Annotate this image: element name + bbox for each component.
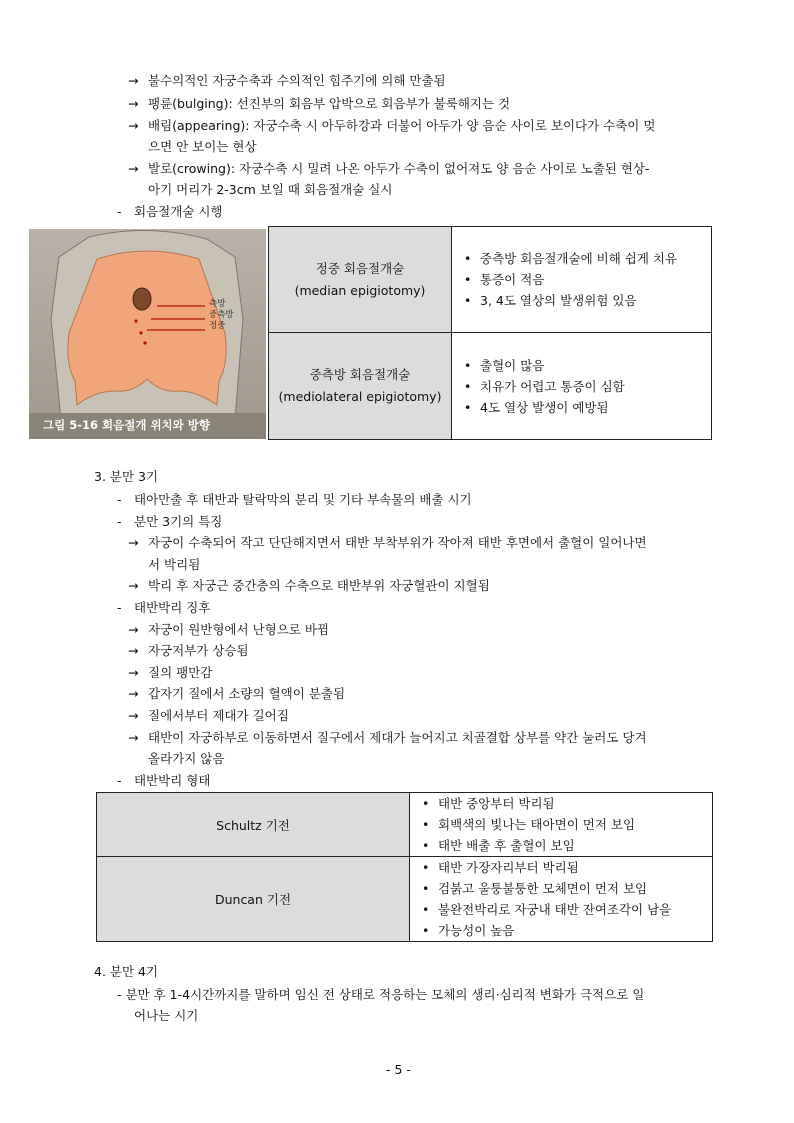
episiotomy-table [268, 226, 712, 440]
label-mediolateral: 중측방 [209, 310, 234, 320]
bullet-text: 배림(appearing): 자궁수축 시 아두하강과 더불어 아두가 양 음순 사이로 보이다가 수축이 멎 [148, 118, 656, 133]
item-text: 자궁이 원반형에서 난형으로 바뀜 [148, 622, 329, 637]
page-number: - 5 - [386, 1062, 411, 1077]
list-item: • 4도 열상 발생이 예방됨 [458, 397, 705, 418]
episiotomy-name-en: (mediolateral epigiotomy) [278, 389, 442, 404]
table-row [269, 227, 712, 333]
list-item: • 태반 중앙부터 박리됨 [416, 793, 706, 814]
arrow-marker: → [128, 686, 139, 701]
mechanism-name: Duncan 기전 [97, 857, 410, 942]
item-text: 분만 3기의 특징 [134, 514, 223, 529]
table-row-points [452, 227, 712, 333]
list-item: • 불완전박리로 자궁내 태반 잔여조각이 남을 [416, 899, 706, 920]
bullet-text: 불수의적인 자궁수축과 수의적인 힘주기에 의해 만출됨 [148, 73, 446, 88]
arrow-marker: → [128, 622, 139, 637]
heading-text: 회음절개술 시행 [134, 204, 223, 219]
item-text: 자궁저부가 상승됨 [148, 643, 249, 658]
item-text: 박리 후 자궁근 중간층의 수축으로 태반부위 자궁혈관이 지혈됨 [148, 578, 490, 593]
arrow-marker: → [128, 665, 139, 680]
bullet-text: 발로(crowing): 자궁수축 시 밀려 나온 아두가 수축이 없어져도 양 음순 사이로 노출된 현상- [148, 161, 650, 176]
list-item: • 태반 가장자리부터 박리됨 [416, 857, 706, 878]
arrow-marker: → [128, 118, 139, 133]
list-item: • 통증이 적음 [458, 269, 705, 290]
episiotomy-figure [29, 229, 266, 439]
arrow-marker: → [128, 73, 139, 88]
dash-marker: - [117, 773, 122, 788]
item-text: 질의 팽만감 [148, 665, 213, 680]
episiotomy-name: 정중 회음절개술 [315, 260, 405, 276]
list-item: • 3, 4도 열상의 발생위험 있음 [458, 290, 705, 311]
table-row-points [410, 793, 713, 857]
list-item: • 치유가 어렵고 통증이 심함 [458, 376, 705, 397]
item-text: 태반박리 징후 [134, 600, 211, 615]
dash-marker: - [117, 600, 122, 615]
point-list [416, 793, 706, 856]
point-list [416, 857, 706, 941]
table-row-header [269, 333, 452, 440]
arrow-marker: → [128, 578, 139, 593]
item-text: 태반이 자궁하부로 이동하면서 질구에서 제대가 늘어지고 치골결합 상부를 약간 눌러도 당겨 [148, 730, 647, 745]
mechanism-name: Schultz 기전 [97, 793, 410, 857]
item-text: 질에서부터 제대가 길어짐 [148, 708, 289, 723]
section-4-line-continued: 어나는 시기 [134, 1008, 199, 1023]
label-lateral: 측방 [209, 299, 226, 309]
item-text: 올라가지 않음 [148, 751, 225, 766]
episiotomy-name-en: (median epigiotomy) [294, 282, 426, 298]
figure-caption: 그림 5-16 회음절개 위치와 방향 [43, 418, 210, 432]
perineum-illustration [29, 229, 266, 439]
list-item: • 중측방 회음절개술에 비해 쉽게 치유 [458, 248, 705, 269]
arrow-marker: → [128, 96, 139, 111]
figure-labels [209, 299, 234, 332]
bullet-text-continued: 아기 머리가 2-3cm 보일 때 회음절개술 실시 [148, 182, 393, 197]
item-text: 태아만출 후 태반과 탈락막의 분리 및 기타 부속물의 배출 시기 [134, 492, 472, 507]
item-text: 태반박리 형태 [134, 773, 211, 788]
table-row-header [269, 227, 452, 333]
dash-marker: - [117, 204, 122, 219]
placenta-separation-table [96, 792, 713, 942]
label-median: 정중 [209, 321, 226, 331]
table-row-points [452, 333, 712, 440]
item-text: 서 박리됨 [148, 557, 201, 572]
arrow-marker: → [128, 161, 139, 176]
bullet-text-continued: 으면 안 보이는 현상 [148, 139, 257, 154]
point-list [458, 248, 705, 311]
list-item: • 검붉고 울퉁불퉁한 모체면이 먼저 보임 [416, 878, 706, 899]
section-4-line: - 분만 후 1-4시간까지를 말하며 임신 전 상태로 적응하는 모체의 생리·심리적 변화가 극적으로 일 [117, 987, 645, 1002]
list-item: • 회백색의 빛나는 태아면이 먼저 보임 [416, 814, 706, 835]
dash-marker: - [117, 514, 122, 529]
table-row [97, 793, 713, 857]
dash-marker: - [117, 492, 122, 507]
table-row [97, 857, 713, 942]
arrow-marker: → [128, 535, 139, 550]
point-list [458, 355, 705, 418]
section-3-title: 3. 분만 3기 [94, 469, 159, 484]
item-text: 갑자기 질에서 소량의 혈액이 분출됨 [148, 686, 346, 701]
arrow-marker: → [128, 643, 139, 658]
list-item: • 출혈이 많음 [458, 355, 705, 376]
table-row [269, 333, 712, 440]
list-item: • 태반 배출 후 출혈이 보임 [416, 835, 706, 856]
item-text: 자궁이 수축되어 작고 단단해지면서 태반 부착부위가 작아져 태반 후면에서 출혈이 일어나면 [148, 535, 647, 550]
arrow-marker: → [128, 730, 139, 745]
list-item-continued [416, 920, 706, 941]
section-4-title: 4. 분만 4기 [94, 964, 159, 979]
arrow-marker: → [128, 708, 139, 723]
table-row-points [410, 857, 713, 942]
bullet-text: 팽륜(bulging): 선진부의 회음부 압박으로 회음부가 불룩해지는 것 [148, 96, 511, 111]
episiotomy-name: 중측방 회음절개술 [309, 367, 411, 382]
continued-text: 가능성이 높음 [438, 923, 515, 938]
